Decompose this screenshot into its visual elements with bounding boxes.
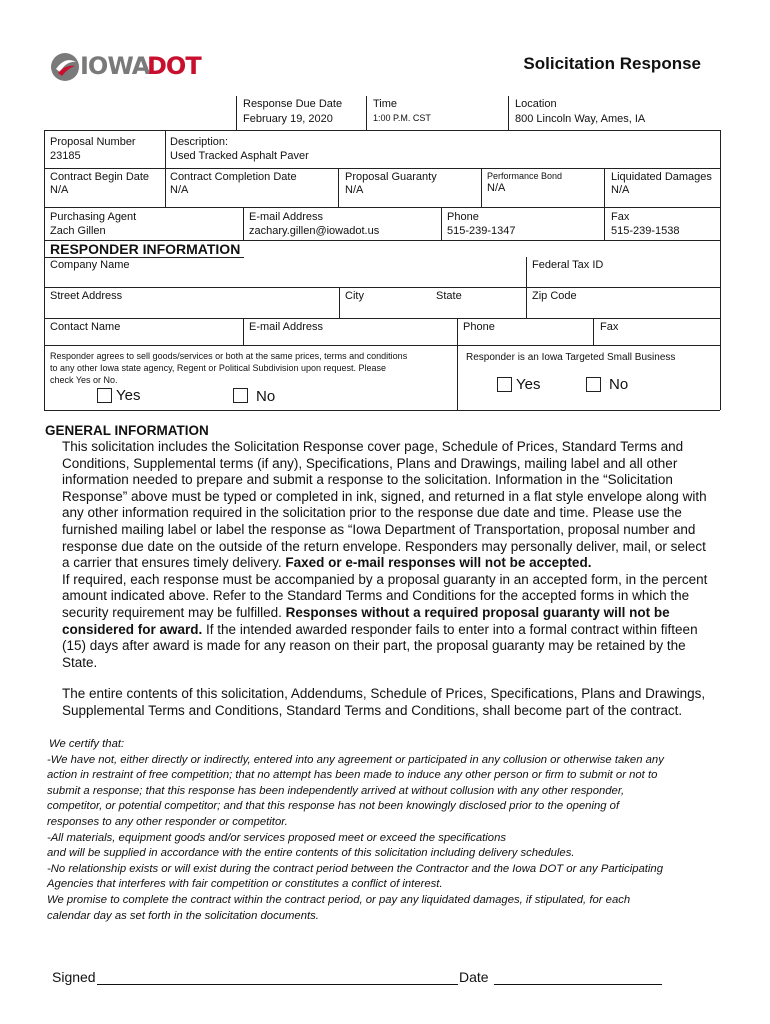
contract-begin-label: Contract Begin Date — [50, 171, 150, 183]
page-title: Solicitation Response — [523, 54, 701, 73]
liquidated-damages-label: Liquidated Damages — [611, 171, 712, 183]
proposal-guaranty-value: N/A — [345, 184, 364, 196]
agent-email-value: zachary.gillen@iowadot.us — [249, 225, 380, 237]
certify-line: calendar day as set forth in the solicitation documents. — [47, 909, 319, 922]
general-p1-line: Response” above must be typed or completed in ink, signed, and returned in a flat style envelope along with — [62, 488, 707, 504]
general-p1-line: information needed to prepare and submit a response to the solicitation. Information in the “Solicitation — [62, 472, 673, 488]
general-p3-line: Supplemental Terms and Conditions, Standard Terms and Conditions, shall become part of the contract. — [62, 702, 683, 718]
agree-line-2: to any other Iowa state agency, Regent or Political Subdivision upon request. Please — [50, 363, 387, 373]
agent-email-label: E-mail Address — [249, 211, 323, 223]
general-p2-text: If the intended awarded responder fails to enter into a formal contract within fifteen — [202, 621, 698, 637]
general-p2-line — [62, 605, 742, 622]
tsb-yes-label: Yes — [516, 376, 541, 393]
performance-bond-value: N/A — [487, 182, 506, 194]
agent-fax-label: Fax — [611, 211, 630, 223]
general-p2-line: State. — [62, 654, 98, 670]
agree-yes-checkbox[interactable] — [97, 388, 112, 403]
iowadot-swoosh-icon — [50, 52, 80, 82]
date-label: Date — [459, 969, 489, 985]
proposal-number-label: Proposal Number — [50, 136, 136, 148]
general-p1-line: This solicitation includes the Solicitation Response cover page, Schedule of Prices, Standard Terms and — [62, 439, 684, 454]
responder-phone-field[interactable]: Phone — [463, 321, 495, 333]
location-value: 800 Lincoln Way, Ames, IA — [515, 113, 646, 125]
certify-line: competitor, or potential competitor; and that this response has not been knowingly disclosed prior to the opening of — [47, 800, 620, 813]
general-p2-text: security requirement may be fulfilled. — [62, 604, 286, 620]
general-p1-last-text: a carrier that ensures timely delivery. — [62, 555, 286, 571]
agent-phone-label: Phone — [447, 211, 479, 223]
due-date-label: Response Due Date — [243, 98, 343, 110]
company-name-field[interactable]: Company Name — [50, 259, 130, 271]
certify-line: submit a response; that this response has been independently arrived at without collusion with any other responder, — [47, 784, 625, 797]
description-value: Used Tracked Asphalt Paver — [170, 150, 309, 162]
certification-block — [47, 737, 747, 924]
street-address-field[interactable]: Street Address — [50, 290, 123, 302]
agree-no-label: No — [256, 388, 276, 405]
general-p1-line: Conditions, Supplemental terms (if any), Specifications, Plans and Drawings, mailing label and all other — [62, 455, 678, 471]
general-p2-line: If required, each response must be accompanied by a proposal guaranty in an accepted form, in the percent — [62, 571, 708, 587]
agent-fax-value: 515-239-1538 — [611, 225, 680, 237]
general-p3-line: The entire contents of this solicitation, Addendums, Schedule of Prices, Specifications, Plans and Drawings, — [62, 686, 706, 701]
agree-yes-label: Yes — [116, 387, 141, 404]
city-field[interactable]: City — [345, 290, 364, 302]
general-paragraph-3 — [62, 686, 742, 719]
description-label: Description: — [170, 136, 229, 148]
agree-no-checkbox[interactable] — [233, 388, 248, 403]
time-value: 1:00 P.M. CST — [373, 113, 431, 123]
certify-line: -We have not, either directly or indirectly, entered into any agreement or participated in any collusion or otherwise taken any — [47, 753, 664, 766]
certify-line: We certify that: — [49, 738, 125, 750]
responder-email-field[interactable]: E-mail Address — [249, 321, 323, 333]
state-field[interactable]: State — [436, 290, 462, 302]
purchasing-agent-value: Zach Gillen — [50, 225, 106, 237]
tsb-no-checkbox[interactable] — [586, 377, 601, 392]
general-heading: GENERAL INFORMATION — [45, 423, 209, 438]
general-p2-bold: Responses without a required proposal guaranty will not be — [285, 604, 670, 620]
performance-bond-label: Performance Bond — [487, 171, 563, 181]
tsb-label: Responder is an Iowa Targeted Small Business — [466, 352, 676, 363]
agree-line-3: check Yes or No. — [50, 375, 118, 385]
signature-line[interactable] — [97, 984, 458, 985]
general-p1-last-line — [62, 555, 742, 572]
liquidated-damages-value: N/A — [611, 184, 630, 196]
general-p1-line: furnished mailing label or label the response as “Iowa Department of Transportation, proposal number and — [62, 521, 696, 537]
due-date-value: February 19, 2020 — [243, 113, 333, 125]
contract-begin-value: N/A — [50, 184, 69, 196]
contract-completion-label: Contract Completion Date — [170, 171, 297, 183]
proposal-guaranty-label: Proposal Guaranty — [345, 171, 437, 183]
certify-line: We promise to complete the contract within the contract period, or pay any liquidated damages, if stipulated, for each — [47, 893, 631, 906]
general-paragraph-1 — [62, 439, 742, 671]
iowadot-logo — [50, 50, 210, 84]
general-p2-line — [62, 622, 742, 639]
certify-line: Agencies that interferes with fair competition or constitutes a conflict of interest. — [47, 878, 443, 891]
zip-code-field[interactable]: Zip Code — [532, 290, 577, 302]
logo-text-dot: DOT — [147, 52, 201, 80]
signed-label: Signed — [52, 969, 96, 985]
certify-line: -All materials, equipment goods and/or services proposed meet or exceed the specifications — [47, 831, 507, 844]
general-p2-bold: considered for award. — [62, 621, 203, 637]
general-p1-line: any other information required in the solicitation prior to the response due date and time. Please use the — [62, 505, 682, 521]
date-line[interactable] — [494, 984, 662, 985]
purchasing-agent-label: Purchasing Agent — [50, 211, 137, 223]
certify-line: action in restraint of free competition; that no attempt has been made to induce any other person or firm to submit or not to — [47, 769, 658, 782]
tsb-no-label: No — [609, 376, 629, 393]
tsb-yes-checkbox[interactable] — [497, 377, 512, 392]
responder-heading: RESPONDER INFORMATION — [50, 241, 241, 257]
general-p1-line: response due date on the outside of the return envelope. Responders may personally deliver, mail, or select — [62, 538, 706, 554]
contact-name-field[interactable]: Contact Name — [50, 321, 121, 333]
responder-fax-field[interactable]: Fax — [600, 321, 619, 333]
logo-text-iowa: IOWA — [80, 52, 150, 80]
proposal-number-value: 23185 — [50, 150, 81, 162]
location-label: Location — [515, 98, 557, 110]
certify-line: responses to any other responder or competitor. — [47, 815, 288, 828]
agree-line-1: Responder agrees to sell goods/services or both at the same prices, terms and conditions — [50, 351, 408, 361]
federal-tax-id-field[interactable]: Federal Tax ID — [532, 259, 604, 271]
general-p2-line: amount indicated above. Refer to the Standard Terms and Conditions for the accepted forms in which the — [62, 588, 690, 604]
certify-line: and will be supplied in accordance with the entire contents of this solicitation including delivery schedules. — [47, 847, 575, 860]
time-label: Time — [373, 98, 398, 110]
contract-completion-value: N/A — [170, 184, 189, 196]
general-p2-line: (15) days after award is made for any reason on their part, the proposal guaranty may be retained by the — [62, 638, 686, 654]
general-p1-last-bold: Faxed or e-mail responses will not be accepted. — [285, 555, 592, 571]
certify-line: -No relationship exists or will exist during the contract period between the Contractor and the Iowa DOT or any Participating — [47, 862, 663, 875]
agent-phone-value: 515-239-1347 — [447, 225, 516, 237]
